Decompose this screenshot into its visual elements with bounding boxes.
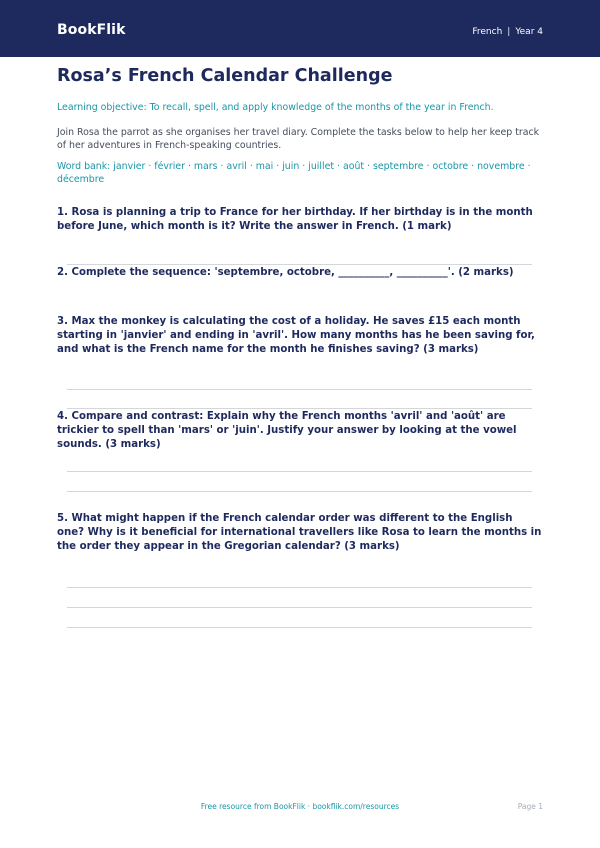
- question-3: 3. Max the monkey is calculating the cost of a holiday. He saves £15 each month starting in 'janvier' and ending in 'avril'. How many months has he been saving for, and what is the French name for the month he finishes saving? (3 marks): [57, 316, 535, 355]
- learning-objective: Learning objective: To recall, spell, and apply knowledge of the months of the year in French.: [57, 102, 494, 113]
- header-bar: [0, 0, 600, 57]
- answer-line-q5-1[interactable]: [67, 587, 532, 588]
- footer-link[interactable]: Free resource from BookFlik · bookflik.com/resources: [200, 802, 400, 811]
- answer-line-q3-2[interactable]: [67, 408, 532, 409]
- page-number: Page 1: [517, 802, 543, 811]
- question-5: 5. What might happen if the French calendar order was different to the English one? Why is it beneficial for international travellers like Rosa to learn the months in the order they appear in the Gregorian calendar? (3 marks): [57, 513, 542, 552]
- year-label: Year 4: [515, 27, 543, 37]
- page-title: Rosa’s French Calendar Challenge: [57, 66, 393, 86]
- intro-paragraph: Join Rosa the parrot as she organises her travel diary. Complete the tasks below to help her keep track of her adventures in French-speaking countries.: [57, 127, 540, 151]
- answer-line-q1[interactable]: [67, 264, 532, 265]
- answer-line-q5-2[interactable]: [67, 607, 532, 608]
- answer-line-q4-1[interactable]: [67, 471, 532, 472]
- question-2: 2. Complete the sequence: 'septembre, octobre, __________, __________'. (2 marks): [57, 267, 514, 278]
- brand-logo[interactable]: BookFlik: [57, 22, 126, 38]
- answer-line-q5-3[interactable]: [67, 627, 532, 628]
- answer-line-q3-1[interactable]: [67, 389, 532, 390]
- subject-year: [472, 27, 543, 37]
- separator: |: [507, 27, 511, 37]
- subject-label: French: [472, 27, 503, 37]
- answer-line-q4-2[interactable]: [67, 491, 532, 492]
- word-bank: Word bank: janvier · février · mars · avril · mai · juin · juillet · août · septembre · octobre · novembre · décembre: [57, 161, 531, 185]
- question-1: 1. Rosa is planning a trip to France for her birthday. If her birthday is in the month before June, which month is it? Write the answer in French. (1 mark): [57, 207, 533, 232]
- question-4: 4. Compare and contrast: Explain why the French months 'avril' and 'août' are trickier to spell than 'mars' or 'juin'. Justify your answer by looking at the vowel sounds. (3 marks): [57, 411, 517, 450]
